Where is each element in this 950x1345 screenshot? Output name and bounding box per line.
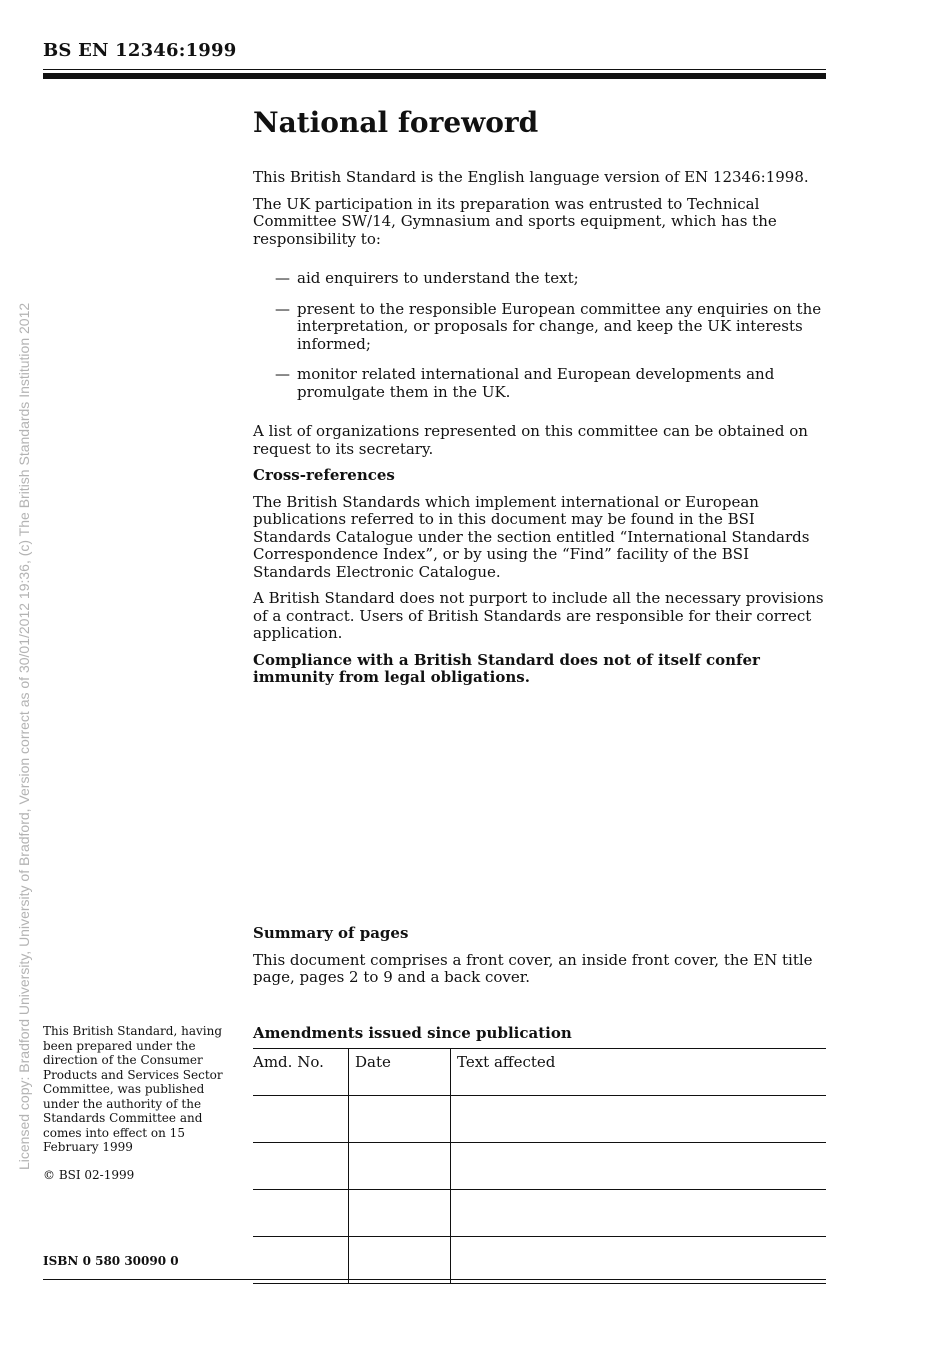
responsibility-list (253, 270, 828, 401)
publication-note: This British Standard, having been prepared under the direction of the Consumer Products and Services Sector Committee, was published under the authority of the Standards Committee and comes into effect on 15 February 1999 (43, 1024, 223, 1154)
table-header-row (253, 1049, 826, 1096)
list-item (253, 301, 828, 354)
table-cell (451, 1237, 827, 1284)
header-rule-thin (43, 69, 826, 70)
table-row (253, 1143, 826, 1190)
list-item-text: aid enquirers to understand the text; (297, 269, 579, 287)
paragraph-crossref: The British Standards which implement international or European publications referred to in this document may be found in the BSI Standards Catalogue under the section entitled “International Standards Correspondence Index”, or by using the “Find” facility of the BSI Standards Electronic Catalogue. (253, 492, 810, 581)
table-row (253, 1096, 826, 1143)
list-item (253, 270, 828, 288)
column-header-date: Date (349, 1049, 451, 1096)
summary-heading: Summary of pages (253, 924, 409, 942)
column-header-amd-no: Amd. No. (253, 1049, 349, 1096)
license-watermark (0, 0, 32, 1345)
isbn-number: ISBN 0 580 30090 0 (43, 1254, 179, 1268)
foreword-body (253, 105, 828, 696)
table-cell (451, 1190, 827, 1237)
list-item-text: present to the responsible European committee any enquiries on the interpretation, or proposals for change, and keep the UK interests informed; (297, 299, 822, 353)
table-cell (349, 1190, 451, 1237)
paragraph-organizations: A list of organizations represented on this committee can be obtained on request to its secretary. (253, 422, 808, 458)
table-row (253, 1237, 826, 1284)
copyright-notice: © BSI 02-1999 (43, 1168, 135, 1182)
list-dash: — (275, 269, 290, 287)
paragraph-provisions: A British Standard does not purport to include all the necessary provisions of a contract. Users of British Standards are responsible for their correct application. (253, 589, 824, 642)
standard-id: BS EN 12346:1999 (43, 40, 237, 61)
table-cell (253, 1237, 349, 1284)
table-cell (349, 1096, 451, 1143)
list-item-text: monitor related international and European developments and promulgate them in the UK. (297, 365, 775, 401)
footer-rule (43, 1279, 826, 1280)
table-cell (451, 1143, 827, 1190)
header-rule-thick (43, 73, 826, 79)
compliance-note: Compliance with a British Standard does not of itself confer immunity from legal obligations. (253, 650, 760, 686)
list-dash: — (275, 299, 290, 318)
table-cell (253, 1190, 349, 1237)
page-title: National foreword (253, 106, 539, 139)
amendments-title: Amendments issued since publication (253, 1024, 572, 1042)
amendments-table (253, 1048, 826, 1284)
table-cell (253, 1096, 349, 1143)
table-row (253, 1190, 826, 1237)
table-cell (349, 1237, 451, 1284)
table-cell (349, 1143, 451, 1190)
list-dash: — (275, 365, 290, 383)
paragraph-language-version: This British Standard is the English language version of EN 12346:1998. (253, 168, 809, 186)
table-cell (451, 1096, 827, 1143)
list-item (253, 366, 828, 401)
watermark-text: Licensed copy: Bradford University, University of Bradford, Version correct as of 30/01/2012 19:36, (c) The British Standards Institution 2012 (16, 302, 32, 1170)
summary-text: This document comprises a front cover, an inside front cover, the EN title page, pages 2 to 9 and a back cover. (253, 950, 813, 986)
crossref-heading: Cross-references (253, 466, 395, 484)
table-cell (253, 1143, 349, 1190)
column-header-text-affected: Text affected (451, 1049, 827, 1096)
summary-section (253, 925, 828, 996)
paragraph-committee: The UK participation in its preparation was entrusted to Technical Committee SW/14, Gymnasium and sports equipment, which has the responsibility to: (253, 194, 777, 248)
